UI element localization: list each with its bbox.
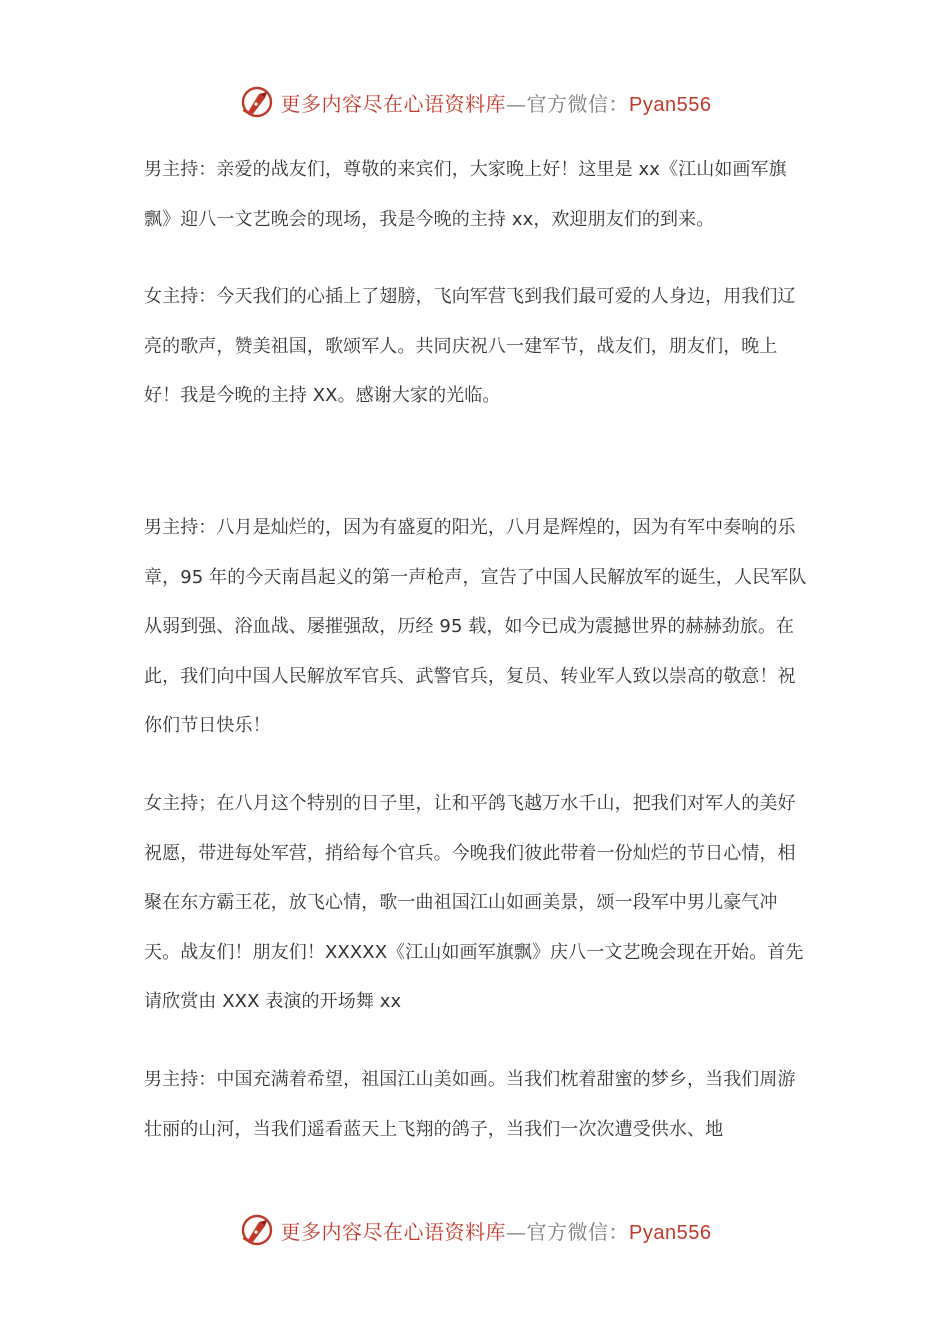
paragraph-5: 男主持：中国充满着希望，祖国江山美如画。当我们枕着甜蜜的梦乡，当我们周游壮丽的山河，当我们遥看蓝天上飞翔的鸽子，当我们一次次遭受供水、地 (144, 1068, 796, 1140)
footer-banner (0, 1210, 950, 1250)
paragraph-2: 女主持：今天我们的心插上了翅膀，飞向军营飞到我们最可爱的人身边，用我们辽亮的歌声，赞美祖国，歌颂军人。共同庆祝八一建军节，战友们，朋友们，晚上好！我是今晚的主持 XX。感谢大家的光临。 (144, 286, 796, 407)
pen-nib-logo-icon (239, 84, 275, 120)
header-dash: — (506, 91, 527, 116)
header-wechat-id: Pyan556 (629, 93, 712, 116)
paragraph-4: 女主持；在八月这个特别的日子里，让和平鸽飞越万水千山，把我们对军人的美好祝愿，带进每处军营，捎给每个官兵。今晚我们彼此带着一份灿烂的节日心情，相聚在东方霸王花，放飞心情，歌一曲祖国江山如画美景，颂一段军中男儿豪气冲天。战友们！朋友们！XXXXX《江山如画军旗飘》庆八一文艺晚会现在开始。首先请欣赏由 XXX 表演的开场舞 xx (144, 792, 804, 1013)
header-text (281, 88, 712, 117)
footer-text (281, 1216, 712, 1245)
paragraph-1: 男主持：亲爱的战友们，尊敬的来宾们，大家晚上好！这里是 xx《江山如画军旗飘》迎八一文艺晚会的现场，我是今晚的主持 xx，欢迎朋友们的到来。 (144, 159, 787, 230)
footer-wechat-label: 官方微信： (526, 1219, 630, 1244)
footer-site-text: 更多内容尽在心语资料库 (280, 1219, 507, 1244)
footer-wechat-id: Pyan556 (629, 1221, 712, 1244)
pen-nib-logo-icon (239, 1212, 275, 1248)
document-body (144, 145, 812, 1154)
header-banner (0, 82, 950, 122)
header-site-text: 更多内容尽在心语资料库 (280, 91, 507, 116)
paragraph-3: 男主持：八月是灿烂的，因为有盛夏的阳光，八月是辉煌的，因为有军中奏响的乐章，95 年的今天南昌起义的第一声枪声，宣告了中国人民解放军的诞生，人民军队从弱到强、浴血战、屡摧强敌，历经 95 载，如今已成为震撼世界的赫赫劲旅。在此，我们向中国人民解放军官兵、武警官兵，复员、转业军人致以崇高的敬意！祝你们节日快乐！ (144, 516, 807, 737)
header-wechat-label: 官方微信： (526, 91, 630, 116)
footer-dash: — (506, 1219, 527, 1244)
